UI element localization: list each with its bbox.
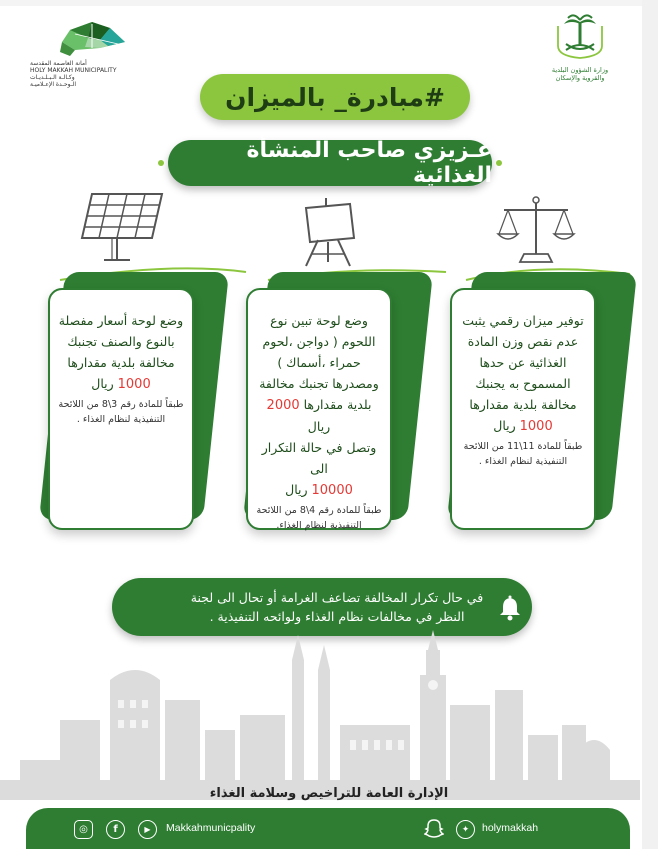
notice-text: في حال تكرار المخالفة تضاعف الغرامة أو تحال الى لجنة النظر في مخالفات نظام الغذاء ولوائحه التنفيذية . [190, 590, 484, 624]
fine-amount: 2000 [266, 398, 300, 413]
card-meat-board-text: وضع لوحة تبين نوع اللحوم ( دواجن ،لحوم حمراء ،أسماك ) ومصدرها تجنبك مخالفة بلدية مقدارها [259, 313, 379, 412]
ministry-emblem-icon [552, 12, 608, 60]
municipality-media-unit: الـوحـدة الإعـلاميـة [30, 81, 77, 88]
municipality-emblem-icon [30, 20, 130, 65]
ministry-logo-text [548, 66, 612, 82]
ministry-name-line1: وزارة الشؤون البلدية [551, 66, 609, 74]
footer-handle-left[interactable]: Makkahmunicpality [166, 822, 256, 834]
scale-icon [496, 194, 576, 266]
bell-icon [496, 594, 524, 622]
makkah-skyline-illustration [0, 630, 658, 810]
card-meat-board-reference: طبقاً للمادة رقم 4\8 من اللائحة التنفيذية لنظام الغذاء. [256, 505, 382, 531]
hashtag-pill [200, 74, 470, 120]
ministry-logo [548, 12, 612, 92]
fine-currency: ريال [493, 418, 516, 433]
card-meat-board-repeat-fine [256, 479, 382, 501]
instagram-icon[interactable]: ◎ [74, 820, 93, 839]
municipality-name-en: HOLY MAKKAH MUNICIPALITY [30, 67, 117, 74]
facebook-icon[interactable]: f [106, 820, 125, 839]
card-digital-scale [450, 288, 596, 530]
card-meat-board [246, 288, 392, 530]
card-digital-scale-text-block [460, 310, 586, 437]
top-frame [0, 0, 658, 6]
card-price-board-reference: طبقاً للمادة رقم 3\8 من اللائحة التنفيذية لنظام الغذاء . [58, 399, 184, 425]
fine-currency: ريال [91, 376, 114, 391]
card-price-board-fine [58, 373, 184, 395]
card-meat-board-text-block [256, 310, 382, 437]
solar-panel-icon [78, 192, 168, 268]
fine-amount: 1000 [117, 377, 151, 392]
municipality-agency: وكـالـة الـبـلـديـات [30, 74, 75, 81]
title-pill [168, 140, 492, 186]
fine-currency: ريال [307, 419, 331, 434]
card-price-board-text: وضع لوحة أسعار مفصلة بالنوع والصنف تجنبك مخالفة بلدية مقدارها [58, 313, 184, 370]
repeat-fine-currency: ريال [285, 482, 308, 497]
page-title: عـزيزي صاحب المنشأة الغذائية [246, 138, 492, 188]
fine-amount: 1000 [519, 419, 553, 434]
department-name: الإدارة العامة للتراخيص وسلامة الغذاء [209, 786, 449, 801]
card-meat-board-repeat-text: وتصل في حالة التكرار الى [261, 440, 377, 476]
snapchat-icon[interactable] [424, 818, 444, 838]
municipality-name-ar: أمانة العاصمة المقدسة [30, 60, 87, 67]
hashtag-text: #مبادرة_ بالميزان [225, 82, 445, 112]
repeat-fine-amount: 10000 [311, 483, 353, 498]
card-digital-scale-text: توفير ميزان رقمي يثبت عدم نقص وزن المادة الغذائية عن حدها المسموح به يجنبك مخالفة بلدية مقدارها [462, 313, 584, 412]
twitter-icon[interactable]: ✦ [456, 820, 475, 839]
card-price-board [48, 288, 194, 530]
footer-handle-right[interactable]: holymakkah [482, 822, 539, 834]
municipality-logo [30, 20, 130, 90]
card-digital-scale-reference: طبقاً للمادة 11\11 من اللائحة التنفيذية لنظام الغذاء . [463, 441, 583, 467]
youtube-icon[interactable]: ▶ [138, 820, 157, 839]
ministry-name-line2: والقروية والإسكان [555, 74, 605, 82]
repeat-violation-notice [112, 578, 532, 636]
municipality-logo-text [30, 60, 130, 88]
